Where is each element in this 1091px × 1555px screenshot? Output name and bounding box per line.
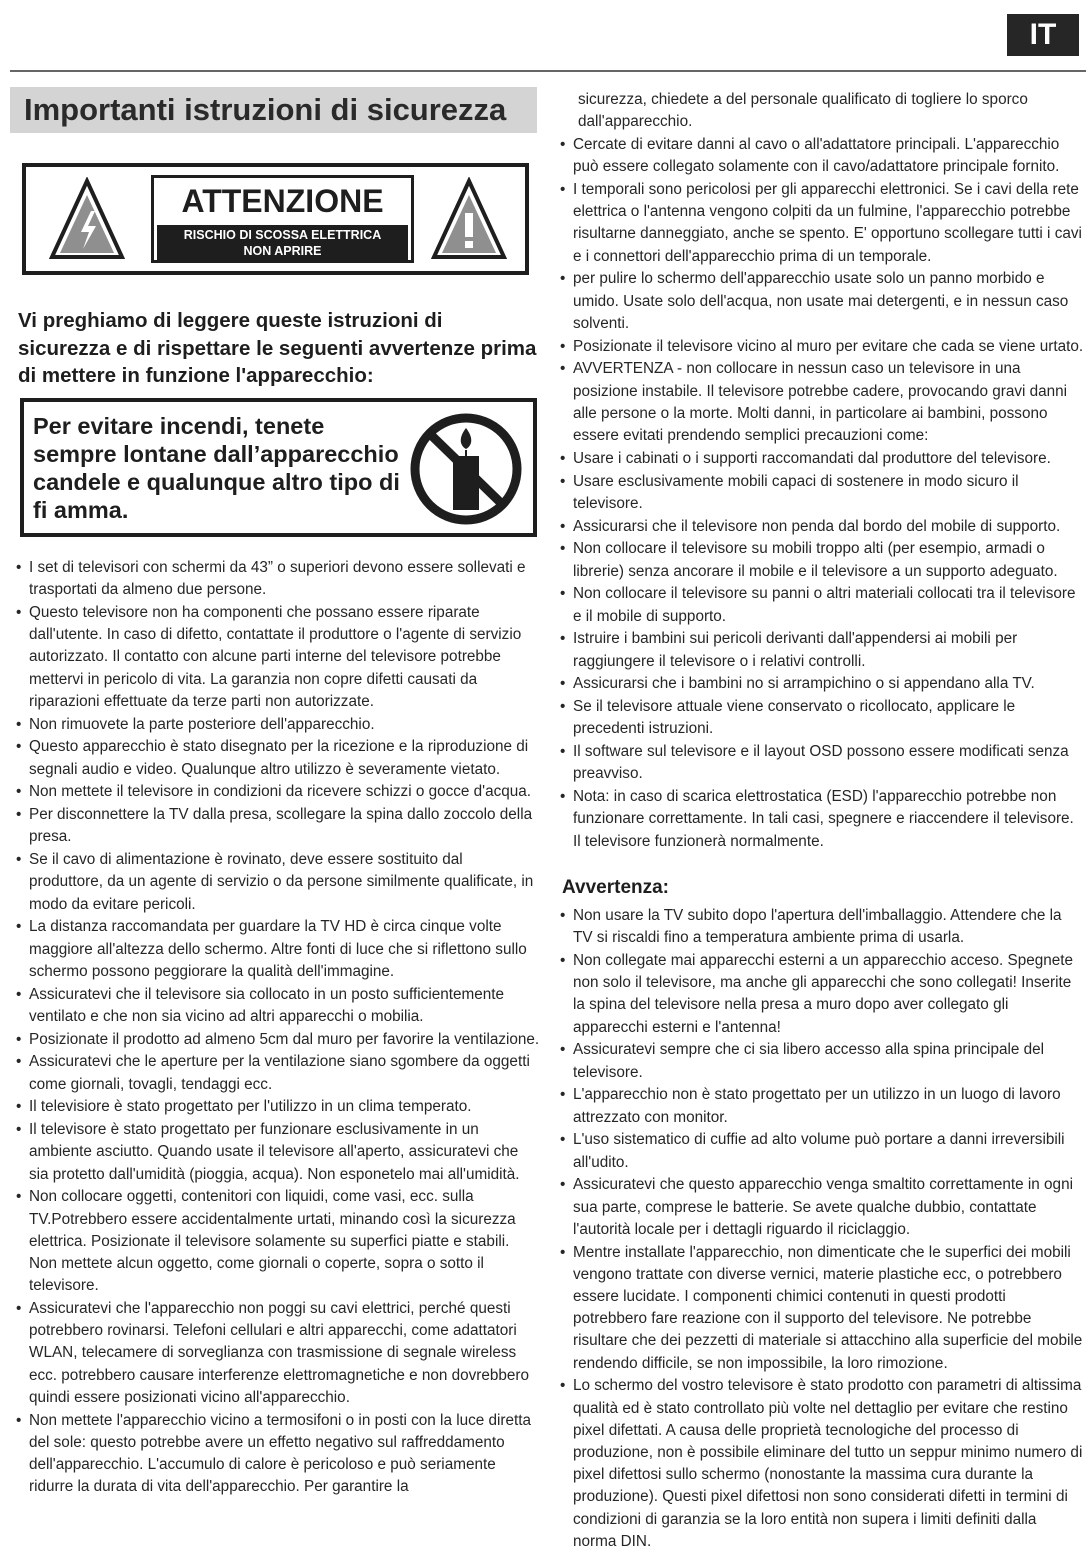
lightning-warning-icon [48, 177, 126, 261]
list-item: • Se il televisore attuale viene conservato o ricollocato, applicare le precedenti istruzioni. [560, 698, 1016, 738]
avvertenza-heading: Avvertenza: [562, 877, 670, 898]
list-item: • Non usare la TV subito dopo l'apertura dell'imballaggio. Attendere che la TV si riscaldi fino a temperatura ambiente prima di usarla. [560, 907, 1062, 947]
electric-shock-warning-box [22, 163, 529, 275]
list-item: • I set di televisori con schermi da 43” o superiori devono essere sollevati e trasportati da almeno due persone. [16, 559, 526, 599]
no-candle-icon [409, 412, 524, 527]
list-item: • Assicuratevi che il televisore sia collocato in un posto sufficientemente ventilato e che non sia vicino ad altri apparecchi o mobilia. [16, 985, 505, 1025]
list-item: • Assicuratevi che le aperture per la ventilazione siano sgombere da oggetti come giornali, tovagli, tendaggi ecc. [16, 1053, 530, 1093]
list-item: • Nota: in caso di scarica elettrostatica (ESD) l'apparecchio potrebbe non funzionare correttamente. In tali casi, spegnere e riaccendere il televisore. Il televisore funzionerà normalmente. [560, 788, 1074, 850]
page-title: Importanti istruzioni di sicurezza [24, 92, 507, 127]
list-item: • Mentre installate l'apparecchio, non dimenticate che le superfici dei mobili vengono trattate con diverse vernici, materie plastiche ecc, o potrebbero essere lucidate. I componenti chimici contenuti in questi prodotti potrebbero fare reazione con il supporto del televisore. Ne potrebbe risultare che dei pezzetti di materiale si attacchino alla superficie del mobile rendendo difficile, se non impossibile, la loro rimozione. [560, 1243, 1083, 1372]
list-item: • Cercate di evitare danni al cavo o all'adattatore principali. L'apparecchio può essere collegato solamente con il cavo/adattatore principale fornito. [560, 136, 1060, 176]
exclamation-warning-icon [430, 177, 508, 261]
header-rule [10, 70, 1086, 72]
list-item: • Non mettete l'apparecchio vicino a termosifoni o in posti con la luce diretta del sole: questo potrebbe avere un effetto negativo sul raffreddamento dell'apparecchio. L'accumulo di calore è pericoloso e può seriamente ridurre la durata di vita dell'apparecchio. Per garantire la [16, 1411, 532, 1496]
attention-label [151, 175, 414, 263]
fire-warning-text: Per evitare incendi, tenete sempre lontane dall’apparecchio candele e qualunque altro tipo di fi amma. [33, 413, 400, 523]
list-item: • I temporali sono pericolosi per gli apparecchi elettronici. Se i cavi della rete elettrica o l'antenna vengono colpiti da un fulmine, l'apparecchio potrebbe risultarne danneggiato, anche se spento. E' opportuno scollegare tutti i cavi e i connettori dell'apparecchio prima di un temporale. [560, 181, 1082, 265]
fire-warning-box [20, 398, 537, 537]
list-item: • Lo schermo del vostro televisore è stato prodotto con parametri di altissima qualità ed è stato controllato più volte nel dettaglio per evitare che restino pixel difettati. A causa delle proprietà tecnologiche del processo di produzione, non è possibile eliminare del tutto un seppur minimo numero di pixel difettosi sullo schermo (nonostante la massima cura durante la produzione). Questi pixel difettosi non sono considerati difetti in termini di condizioni di garanzia se la loro entità non supera i limiti definiti dalla norma DIN. [560, 1377, 1083, 1550]
list-item: • Il software sul televisore e il layout OSD possono essere modificati senza preavviso. [560, 743, 1069, 783]
list-item: • Non collocare oggetti, contenitori con liquidi, come vasi, ecc. sulla TV.Potrebbero essere accidentalmente urtati, minando così la sicurezza elettrica. Posizionate il televisore solamente su superfici piatte e stabili. Non mettete alcun oggetto, come giornali o coperte, sopra o sotto il televisore. [16, 1188, 516, 1295]
list-item: • Questo apparecchio è stato disegnato per la ricezione e la riproduzione di segnali audio e video. Qualunque altro utilizzo è severamente vietato. [16, 738, 529, 778]
list-item: • Il televisore è stato progettato per funzionare esclusivamente in un ambiente asciutto. Quando usate il televisore all'aperto, assicuratevi che sia protetto dall'umidità (pioggia, acqua). Non esponetelo mai all'umidità. [16, 1121, 520, 1183]
list-item: • AVVERTENZA - non collocare in nessun caso un televisore in una posizione instabile. Il televisore potrebbe cadere, provocando gravi danni alle persone o la morte. Molti danni, in particolare ai bambini, possono essere evitati prendendo semplici precauzioni come: [560, 360, 1068, 445]
intro-text: Vi preghiamo di leggere queste istruzioni di sicurezza e di rispettare le seguenti avvertenze prima di mettere in funzione l'apparecchio: [18, 309, 537, 387]
list-item: • Non collegate mai apparecchi esterni a un apparecchio acceso. Spegnete non solo il televisore, ma anche gli apparecchi che sono collegati! Inserite la spina del televisore nella presa a muro dopo aver collegato gli apparecchi esterni e l'antenna! [560, 952, 1074, 1036]
left-bullet-list [16, 557, 540, 1498]
list-item: • Non mettete il televisore in condizioni da ricevere schizzi o gocce d'acqua. [16, 783, 532, 801]
list-item: • Non collocare il televisore su panni o altri materiali collocati tra il televisore e il mobile di supporto. [560, 585, 1076, 625]
attention-subtitle [157, 225, 408, 260]
title-bar [10, 87, 537, 133]
list-item: • Assicuratevi che questo apparecchio venga smaltito correttamente in ogni sua parte, comprese le batterie. Se avete qualche dubbio, contattate l'autorità locale per i dettagli riguardo il riciclaggio. [560, 1176, 1073, 1238]
list-item: • Per disconnettere la TV dalla presa, scollegare la spina dallo zoccolo della presa. [16, 806, 533, 846]
attention-line-1: RISCHIO DI SCOSSA ELETTRICA [183, 228, 382, 242]
language-tab: IT [1007, 14, 1079, 56]
list-item: • Non collocare il televisore su mobili troppo alti (per esempio, armadi o librerie) senza ancorare il mobile e il televisore a un supporto adeguato. [560, 540, 1058, 580]
list-item: • per pulire lo schermo dell'apparecchio usate solo un panno morbido e umido. Usate solo dell'acqua, non usate mai detergenti, e in nessun caso solventi. [560, 270, 1069, 332]
list-item: • Assicuratevi sempre che ci sia libero accesso alla spina principale del televisore. [560, 1041, 1045, 1081]
list-item: • L'uso sistematico di cuffie ad alto volume può portare a danni irreversibili all'udito. [560, 1131, 1065, 1171]
list-item: • L'apparecchio non è stato progettato per un utilizzo in un luogo di lavoro attrezzato con monitor. [560, 1086, 1061, 1126]
list-item: • Se il cavo di alimentazione è rovinato, deve essere sostituito dal produttore, da un agente di servizio o da persone similmente qualificate, in modo da evitare pericoli. [16, 851, 534, 913]
right-bullet-list [560, 134, 1084, 853]
attention-heading: ATTENZIONE [181, 183, 384, 219]
list-item: • Non rimuovete la parte posteriore dell'apparecchio. [16, 715, 375, 733]
list-item: • Il televisiore è stato progettato per l'utilizzo in un clima temperato. [16, 1098, 472, 1116]
list-item: • Istruire i bambini sui pericoli derivanti dall'appendersi ai mobili per raggiungere il televisore o i relativi controlli. [560, 630, 1018, 670]
list-item: • Posizionate il prodotto ad almeno 5cm dal muro per favorire la ventilazione. [16, 1030, 540, 1048]
avvertenza-bullet-list [560, 905, 1084, 1553]
list-item: • Assicurarsi che i bambini no si arrampichino o si appendano alla TV. [560, 675, 1035, 693]
list-item: • Assicurarsi che il televisore non penda dal bordo del mobile di supporto. [560, 517, 1061, 535]
list-item: • Posizionate il televisore vicino al muro per evitare che cada se viene urtato. [560, 337, 1084, 355]
list-item: • La distanza raccomandata per guardare la TV HD è circa cinque volte maggiore all'altezza dello schermo. Altre fonti di luce che si riflettono sullo schermo possono peggiorare la qualità dell'immagine. [16, 918, 527, 980]
attention-line-2: NON APRIRE [243, 244, 322, 258]
list-item: • Assicuratevi che l'apparecchio non poggi su cavi elettrici, perché questi potrebbero rovinarsi. Telefoni cellulari e altri apparecchi, come adattatori WLAN, telecamere di sorveglianza con trasmissione di segnale wireless ecc. potrebbero causare interferenze elettromagnetiche e non dovrebbero quindi essere posizionati vicino all'apparecchio. [16, 1300, 530, 1406]
list-item: • Usare esclusivamente mobili capaci di sostenere in modo sicuro il televisore. [560, 472, 1019, 512]
continued-text: sicurezza, chiedete a del personale qualificato di togliere lo sporco dall'apparecchio. [578, 91, 1028, 131]
list-item: • Usare i cabinati o i supporti raccomandati dal produttore del televisore. [560, 449, 1051, 467]
list-item: • Questo televisore non ha componenti che possano essere riparate dall'utente. In caso di difetto, contattate il produttore o l'agente di servizio autorizzato. Il contatto con alcune parti interne del televisore potrebbe mettervi in pericolo di vita. La garanzia non copre difetti causati da riparazioni effettuate da terze parti non autorizzate. [16, 604, 522, 710]
